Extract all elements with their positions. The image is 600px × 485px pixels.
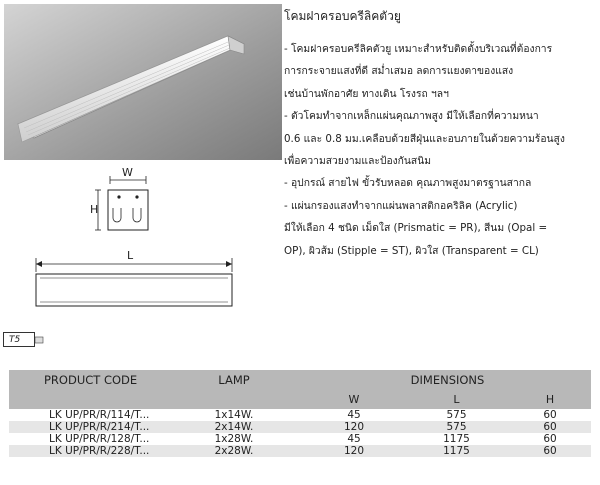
cell-code: LK UP/PR/R/228/T... bbox=[9, 445, 164, 457]
product-illustration-panel bbox=[0, 0, 285, 350]
cell-h: 60 bbox=[543, 409, 557, 421]
table-row bbox=[9, 421, 591, 433]
table-row bbox=[9, 433, 591, 445]
table-header-row bbox=[9, 370, 591, 391]
cell-lamp: 2x28W. bbox=[164, 445, 304, 457]
cell-w: 120 bbox=[304, 421, 404, 433]
cell-h: 60 bbox=[543, 433, 557, 445]
description-panel bbox=[284, 8, 594, 262]
product-title: โคมฝาครอบครีลิคตัวยู bbox=[284, 9, 401, 23]
cell-w: 120 bbox=[304, 445, 404, 457]
dimension-l-label: L bbox=[127, 249, 134, 262]
product-spec-table bbox=[9, 370, 591, 457]
cell-w: 45 bbox=[347, 433, 361, 445]
cell-h: 60 bbox=[509, 421, 591, 433]
cell-l: 575 bbox=[404, 421, 509, 433]
cell-l: 1175 bbox=[404, 445, 509, 457]
header-product-code: PRODUCT CODE bbox=[9, 370, 164, 391]
lamp-photo bbox=[4, 4, 282, 160]
cell-lamp: 1x28W. bbox=[214, 433, 254, 445]
table-row bbox=[9, 445, 591, 457]
cell-lamp: 2x14W. bbox=[164, 421, 304, 433]
cell-l: 575 bbox=[446, 409, 467, 421]
table-row bbox=[9, 409, 591, 421]
cell-lamp: 1x14W. bbox=[214, 409, 254, 421]
length-drawing bbox=[32, 256, 237, 316]
t5-tube-icon bbox=[35, 334, 45, 346]
t5-label: T5 bbox=[3, 332, 35, 347]
dimension-w-label: W bbox=[122, 166, 133, 179]
header-h: H bbox=[509, 391, 591, 409]
header-dimensions: DIMENSIONS bbox=[304, 370, 591, 391]
cell-l: 1175 bbox=[443, 433, 470, 445]
header-w: W bbox=[304, 391, 404, 409]
dimension-h-label: H bbox=[90, 203, 99, 216]
cell-code: LK UP/PR/R/114/T... bbox=[49, 409, 150, 421]
cell-h: 60 bbox=[509, 445, 591, 457]
header-l: L bbox=[404, 391, 509, 409]
cell-code: LK UP/PR/R/128/T... bbox=[49, 433, 150, 445]
header-lamp: LAMP bbox=[164, 370, 304, 391]
cell-w: 45 bbox=[347, 409, 361, 421]
product-description: - โคมฝาครอบครีลิคตัวยู เหมาะสำหรับติดตั้งบริเวณที่ต้องการ การกระจายแสงที่ดี สม่ำเสมอ ลดการแยงตาของแสง เช่นบ้านพักอาศัย ทางเดิน โรงรถ ฯลฯ - ตัวโคมทำจากเหล็กแผ่นคุณภาพสูง มีให้เลือกที่ความหนา 0.6 และ 0.8 มม.เคลือบด้วยสีฝุ่นและอบภายในด้วยความร้อนสูง เพื่อความสวยงามและป้องกันสนิม - อุปกรณ์ สายไฟ ขั้วรับหลอด คุณภาพสูงมาตรฐานสากล - แผ่นกรองแสงทำจากแผ่นพลาสติกอคริลิค (Acrylic) มีให้เลือก 4 ชนิด เม็ดใส (Prismatic = PR), สีนม (Opal = OP), ผิวส้ม (Stipple = ST), ผิวใส (Transparent = CL) bbox=[284, 43, 565, 257]
table-subheader-row bbox=[9, 391, 591, 409]
cell-code: LK UP/PR/R/214/T... bbox=[9, 421, 164, 433]
